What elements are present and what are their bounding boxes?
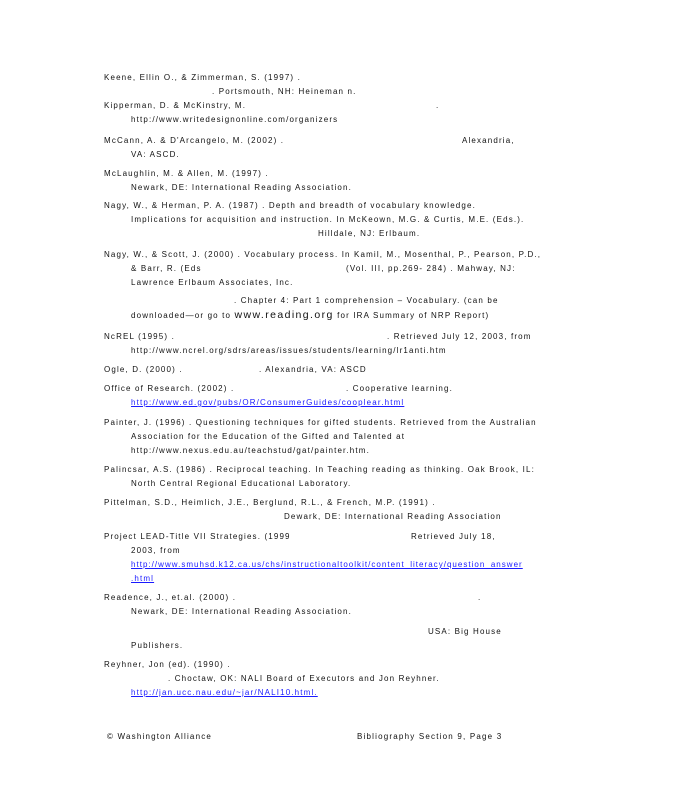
entry-pittelman-line1: Pittelman, S.D., Heimlich, J.E., Berglund, R.L., & French, M.P. (1991) . [104, 498, 436, 507]
entry-lead-line2: 2003, from [131, 546, 181, 555]
entry-oor-line1: Office of Research. (2002) . [104, 384, 235, 393]
entry-readence-line1: Readence, J., et.al. (2000) . [104, 593, 237, 602]
entry-bighouse-line1: USA: Big House [428, 627, 502, 636]
entry-nrp-post: for IRA Summary of NRP Report) [337, 311, 490, 320]
entry-nagy1-line2: Implications for acquisition and instruction. In McKeown, M.G. & Curtis, M.E. (Eds.). [131, 215, 525, 224]
entry-nrp-pre: downloaded—or go to [131, 311, 232, 320]
entry-nagy1-line3: Hilldale, NJ: Erlbaum. [318, 229, 421, 238]
entry-reyhner-link[interactable]: http://jan.ucc.nau.edu/~jar/NALI10.html. [131, 688, 318, 697]
entry-lead-link[interactable]: http://www.smuhsd.k12.ca.us/chs/instructionaltoolkit/content_literacy/question_answer [131, 560, 523, 569]
entry-lead-link-end[interactable]: .html [131, 574, 155, 583]
entry-reyhner-line1: Reyhner, Jon (ed). (1990) . [104, 660, 231, 669]
entry-painter-line1: Painter, J. (1996) . Questioning techniques for gifted students. Retrieved from the Australian [104, 418, 537, 427]
entry-ncrel-line1: NcREL (1995) . [104, 332, 175, 341]
entry-keene-line1: Keene, Ellin O., & Zimmerman, S. (1997) . [104, 73, 301, 82]
entry-kipperman-url: http://www.writedesignonline.com/organizers [131, 115, 339, 124]
entry-bighouse-line2: Publishers. [131, 641, 184, 650]
entry-nrp-site: www.reading.org [234, 309, 334, 321]
entry-ogle-line2: . Alexandria, VA: ASCD [259, 365, 367, 374]
entry-lead-retrieved: Retrieved July 18, [411, 532, 496, 541]
entry-keene-line2: . Portsmouth, NH: Heineman n. [212, 87, 357, 96]
entry-nagy2-line3: (Vol. III, pp.269- 284) . Mahway, NJ: [346, 264, 516, 273]
entry-mccann-tail: Alexandria, [462, 136, 515, 145]
entry-ncrel-retrieved: . Retrieved July 12, 2003, from [387, 332, 532, 341]
entry-lead-line1: Project LEAD-Title VII Strategies. (1999 [104, 532, 291, 541]
entry-ncrel-url: http://www.ncrel.org/sdrs/areas/issues/students/learning/lr1anti.htm [131, 346, 447, 355]
entry-mclaughlin-line2: Newark, DE: International Reading Association. [131, 183, 352, 192]
entry-readence-dot: . [478, 593, 482, 602]
entry-painter-line2: Association for the Education of the Gifted and Talented at [131, 432, 406, 441]
entry-nrp-line1: . Chapter 4: Part 1 comprehension – Vocabulary. (can be [234, 296, 499, 305]
entry-nagy1-line1: Nagy, W., & Herman, P. A. (1987) . Depth and breadth of vocabulary knowledge. [104, 201, 476, 210]
entry-painter-line3: http://www.nexus.edu.au/teachstud/gat/painter.htm. [131, 446, 370, 455]
entry-reyhner-line2: . Choctaw, OK: NALI Board of Executors and Jon Reyhner. [168, 674, 440, 683]
entry-readence-line2: Newark, DE: International Reading Association. [131, 607, 352, 616]
footer-page-number: Bibliography Section 9, Page 3 [357, 732, 503, 741]
entry-pittelman-line2: Dewark, DE: International Reading Association [284, 512, 502, 521]
dot: . [436, 101, 440, 110]
entry-palincsar-line1: Palincsar, A.S. (1986) . Reciprocal teaching. In Teaching reading as thinking. Oak Brook, IL: [104, 465, 535, 474]
entry-mclaughlin-line1: McLaughlin, M. & Allen, M. (1997) . [104, 169, 269, 178]
footer-copyright: © Washington Alliance [107, 732, 213, 741]
entry-nagy2-line4: Lawrence Erlbaum Associates, Inc. [131, 278, 294, 287]
entry-nrp-line2 [131, 310, 489, 321]
entry-oor-line2: . Cooperative learning. [346, 384, 453, 393]
entry-nagy2-line1: Nagy, W., & Scott, J. (2000) . Vocabulary process. In Kamil, M., Mosenthal, P., Pearson, P.D., [104, 250, 542, 259]
entry-kipperman-line1: Kipperman, D. & McKinstry, M. [104, 101, 247, 110]
entry-mccann-line1: McCann, A. & D'Arcangelo, M. (2002) . [104, 136, 285, 145]
entry-mccann-line2: VA: ASCD. [131, 150, 180, 159]
entry-ogle-line1: Ogle, D. (2000) . [104, 365, 183, 374]
entry-palincsar-line2: North Central Regional Educational Laboratory. [131, 479, 352, 488]
entry-nagy2-line2: & Barr, R. (Eds [131, 264, 202, 273]
entry-oor-link[interactable]: http://www.ed.gov/pubs/OR/ConsumerGuides/cooplear.html [131, 398, 405, 407]
